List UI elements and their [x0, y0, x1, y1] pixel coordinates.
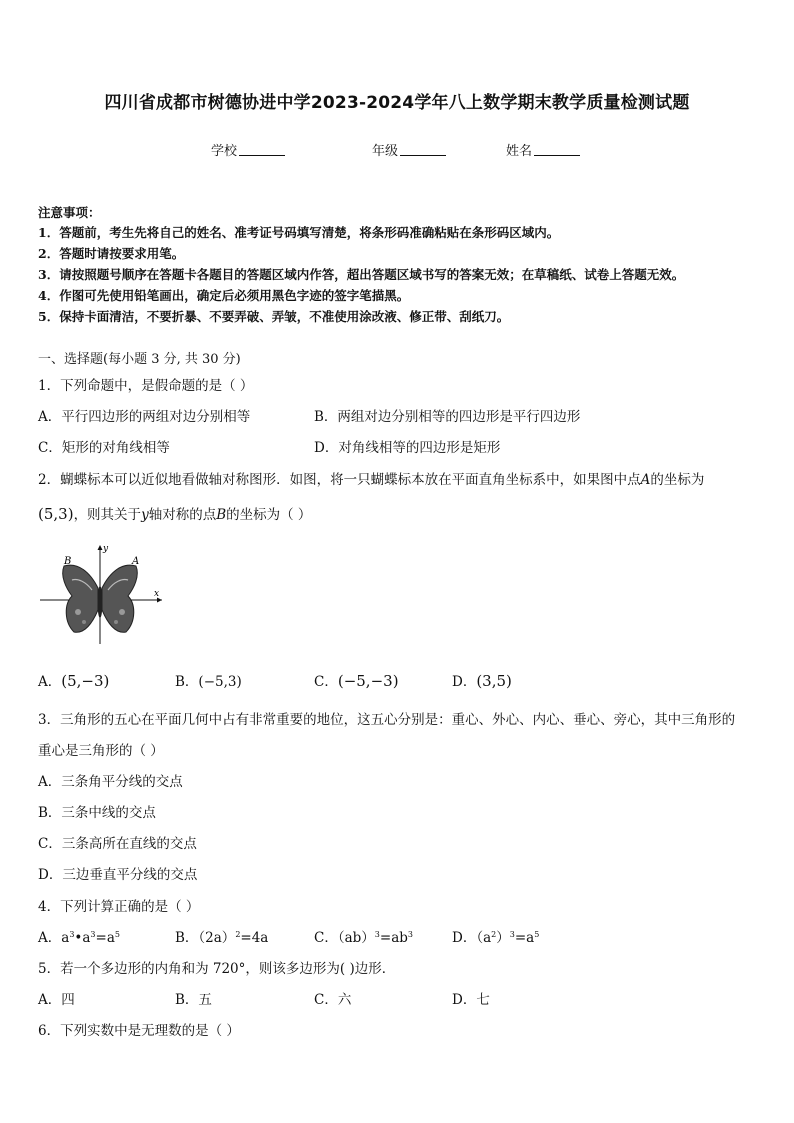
- q5-option-b: B．五: [175, 992, 212, 1008]
- option-value: (3,5): [476, 672, 512, 690]
- q2-option-c: [314, 670, 399, 690]
- option-sup: 2: [491, 930, 497, 939]
- option-letter: C．: [314, 674, 338, 690]
- axis-y-label: y: [141, 507, 149, 523]
- note-item: 1．答题前，考生先将自己的姓名、准考证号码填写清楚，将条形码准确粘贴在条形码区域内。: [38, 225, 560, 240]
- q3-stem-line1: 3．三角形的五心在平面几何中占有非常重要的地位，这五心分别是：重心、外心、内心、垂心、旁心，其中三角形的: [38, 712, 736, 728]
- option-sup: 3: [509, 930, 515, 939]
- note-item: 4．作图可先使用铅笔画出，确定后必须用黑色字迹的签字笔描黑。: [38, 288, 410, 303]
- q2-stem-line2: [38, 503, 311, 523]
- name-blank: [534, 143, 580, 156]
- grade-field: [372, 140, 446, 159]
- option-sup: 3: [407, 930, 413, 939]
- point-a-label: A: [640, 472, 651, 488]
- option-part: a: [61, 930, 70, 946]
- q2-stem-part: 轴对称的点: [148, 507, 217, 523]
- notes-heading: 注意事项：: [38, 205, 101, 220]
- option-value: (5,−3): [61, 672, 110, 690]
- q2-option-b: [175, 670, 242, 690]
- option-part: （2a）: [198, 930, 236, 946]
- option-part: =a: [514, 930, 535, 946]
- q5-option-d: D．七: [452, 992, 490, 1008]
- option-part: =4a: [240, 930, 269, 946]
- figure-label-a: A: [132, 556, 140, 567]
- option-letter: A．: [38, 674, 62, 690]
- q4-stem: 4．下列计算正确的是（ ）: [38, 899, 200, 915]
- point-b-label: B: [216, 507, 227, 523]
- option-letter: D．: [452, 674, 477, 690]
- q3-stem-line2: 重心是三角形的（ ）: [38, 743, 164, 759]
- school-field: [211, 140, 285, 159]
- option-letter: A．: [38, 930, 62, 946]
- section-title: 一、选择题(每小题 3 分, 共 30 分): [38, 352, 241, 367]
- option-part: ）: [496, 930, 510, 946]
- q1-option-b: B．两组对边分别相等的四边形是平行四边形: [314, 409, 581, 425]
- q2-stem-text: 2．蝴蝶标本可以近似地看做轴对称图形．如图，将一只蝴蝶标本放在平面直角坐标系中，如果图中点: [38, 472, 641, 488]
- q4-option-c: [314, 926, 413, 946]
- option-part: •a: [74, 930, 91, 946]
- figure-label-b: B: [64, 556, 72, 567]
- option-part: （ab）: [337, 930, 375, 946]
- q1-option-a: A．平行四边形的两组对边分别相等: [38, 409, 251, 425]
- option-value: (−5,3): [198, 674, 242, 690]
- q2-option-a: [38, 670, 109, 690]
- option-sup: 5: [114, 930, 120, 939]
- q4-option-d: [452, 926, 539, 946]
- name-label: 姓名: [506, 144, 533, 159]
- q2-option-d: [452, 670, 512, 690]
- option-part: =ab: [379, 930, 408, 946]
- q2-stem-part: 的坐标为（ ）: [226, 507, 312, 523]
- q1-option-d: D．对角线相等的四边形是矩形: [314, 440, 501, 456]
- q1-stem: 1．下列命题中，是假命题的是（ ）: [38, 378, 254, 394]
- school-blank: [239, 143, 285, 156]
- option-sup: 2: [235, 930, 241, 939]
- option-sup: 3: [69, 930, 75, 939]
- q3-option-d: D．三边垂直平分线的交点: [38, 867, 198, 883]
- option-sup: 5: [534, 930, 540, 939]
- q2-stem-part: ，则其关于: [73, 507, 142, 523]
- school-label: 学校: [211, 144, 238, 159]
- q4-option-a: [38, 926, 120, 946]
- option-value: (−5,−3): [337, 672, 399, 690]
- q1-option-c: C．矩形的对角线相等: [38, 440, 170, 456]
- grade-label: 年级: [372, 144, 399, 159]
- note-item: 3．请按照题号顺序在答题卡各题目的答题区域内作答，超出答题区域书写的答案无效；在草稿纸、试卷上答题无效。: [38, 267, 685, 282]
- option-letter: B．: [175, 930, 199, 946]
- option-letter: C．: [314, 930, 338, 946]
- q5-stem: 5．若一个多边形的内角和为 720°，则该多边形为( )边形．: [38, 961, 396, 977]
- q5-option-a: A．四: [38, 992, 75, 1008]
- page-title: 四川省成都市树德协进中学2023-2024学年八上数学期末教学质量检测试题: [104, 93, 690, 113]
- y-axis-arrow: [98, 545, 103, 550]
- q3-option-c: C．三条高所在直线的交点: [38, 836, 197, 852]
- name-field: [506, 140, 580, 159]
- grade-blank: [400, 143, 446, 156]
- q2-stem-line1: [38, 468, 704, 488]
- option-part: =a: [95, 930, 115, 946]
- option-letter: D．: [452, 930, 477, 946]
- q6-stem: 6．下列实数中是无理数的是（ ）: [38, 1023, 240, 1039]
- option-letter: B．: [175, 674, 199, 690]
- note-item: 2．答题时请按要求用笔。: [38, 246, 185, 261]
- coord-a: (5,3): [38, 505, 74, 523]
- q3-option-b: B．三条中线的交点: [38, 805, 156, 821]
- option-sup: 3: [374, 930, 380, 939]
- q4-option-b: [175, 926, 268, 946]
- q2-stem-tail: 的坐标为: [650, 472, 705, 488]
- figure-label-x: x: [154, 589, 160, 599]
- note-item: 5．保持卡面清洁，不要折暴、不要弄破、弄皱，不准使用涂改液、修正带、刮纸刀。: [38, 309, 510, 324]
- butterfly-figure: [38, 540, 166, 648]
- q3-option-a: A．三条角平分线的交点: [38, 774, 183, 790]
- option-sup: 3: [90, 930, 96, 939]
- q5-option-c: C．六: [314, 992, 352, 1008]
- option-part: （a: [476, 930, 492, 946]
- figure-label-y: y: [103, 544, 109, 554]
